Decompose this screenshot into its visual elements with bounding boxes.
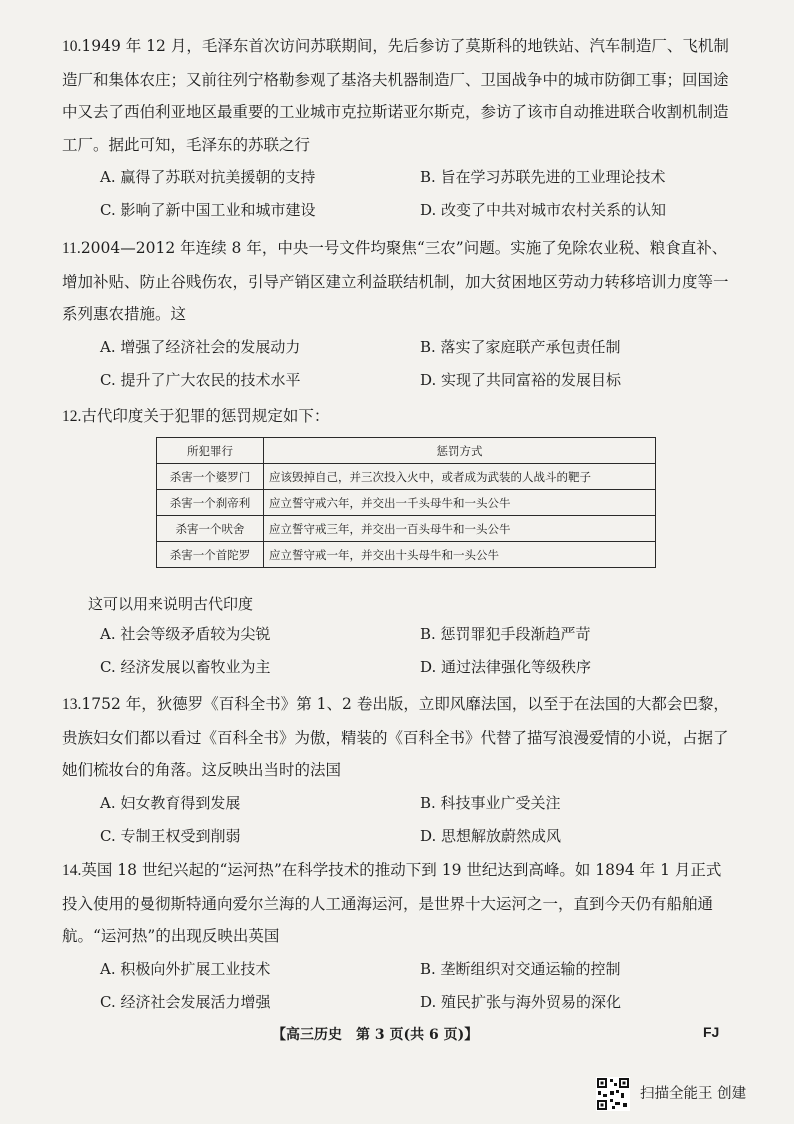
option-b[interactable]: B. 垄断组织对交通运输的控制 xyxy=(420,959,621,978)
table-cell: 杀害一个首陀罗 xyxy=(157,542,264,568)
qr-code-icon xyxy=(596,1077,630,1111)
options xyxy=(62,787,732,853)
question-followup: 这可以用来说明古代印度 xyxy=(88,595,254,613)
question-stem xyxy=(62,232,732,331)
table-row xyxy=(157,490,656,516)
option-c[interactable]: C. 专制王权受到削弱 xyxy=(100,826,241,845)
question-text: 1752 年，狄德罗《百科全书》第 1、2 卷出版，立即风靡法国，以至于在法国的大都会巴黎，贵族妇女们都以看过《百科全书》为傲，精装的《百科全书》代替了描写浪漫爱情的小说，占据了她们梳妆台的角落。这反映出当时的法国 xyxy=(62,695,729,779)
punishment-table xyxy=(156,437,656,568)
option-b[interactable]: B. 惩罚罪犯手段渐趋严苛 xyxy=(420,625,591,643)
table-row xyxy=(157,542,656,568)
question-stem xyxy=(62,30,732,161)
option-a[interactable]: A. 社会等级矛盾较为尖锐 xyxy=(100,625,271,643)
question-stem xyxy=(62,688,732,787)
question-number: 13. xyxy=(62,696,82,713)
option-a[interactable]: A. 妇女教育得到发展 xyxy=(100,793,241,812)
option-c[interactable]: C. 影响了新中国工业和城市建设 xyxy=(100,201,316,219)
question-13 xyxy=(62,688,732,853)
option-d[interactable]: D. 殖民扩张与海外贸易的深化 xyxy=(420,992,622,1011)
table-cell: 应立誓守戒一年，并交出十头母牛和一头公牛 xyxy=(264,542,656,568)
options xyxy=(62,618,732,684)
question-text: 古代印度关于犯罪的惩罚规定如下： xyxy=(81,407,330,425)
option-b[interactable]: B. 科技事业广受关注 xyxy=(420,793,561,812)
options xyxy=(62,161,732,227)
question-text: 2004—2012 年连续 8 年，中央一号文件均聚焦“三农”问题。实施了免除农业税、粮食直补、增加补贴、防止谷贱伤农，引导产销区建立利益联结机制，加大贫困地区劳动力转移培训力度等一系列惠农措施。这 xyxy=(62,239,729,323)
table-header: 所犯罪行 xyxy=(157,438,264,464)
question-stem xyxy=(62,400,732,434)
table-header: 惩罚方式 xyxy=(264,438,656,464)
option-b[interactable]: B. 落实了家庭联产承包责任制 xyxy=(420,337,621,356)
option-c[interactable]: C. 经济发展以畜牧业为主 xyxy=(100,658,271,676)
option-d[interactable]: D. 思想解放蔚然成风 xyxy=(420,826,562,845)
option-a[interactable]: A. 积极向外扩展工业技术 xyxy=(100,959,271,978)
options xyxy=(62,953,732,1019)
table-row xyxy=(157,516,656,542)
question-11 xyxy=(62,232,732,397)
option-d[interactable]: D. 通过法律强化等级秩序 xyxy=(420,658,592,676)
question-12-options xyxy=(62,618,732,684)
table-header-row xyxy=(157,438,656,464)
option-b[interactable]: B. 旨在学习苏联先进的工业理论技术 xyxy=(420,168,666,186)
question-number: 11. xyxy=(62,240,81,257)
question-stem xyxy=(62,854,732,953)
table-cell: 杀害一个吠舍 xyxy=(157,516,264,542)
option-d[interactable]: D. 实现了共同富裕的发展目标 xyxy=(420,370,622,389)
question-14 xyxy=(62,854,732,1019)
question-text: 英国 18 世纪兴起的“运河热”在科学技术的推动下到 19 世纪达到高峰。如 1894 年 1 月正式投入使用的曼彻斯特通向爱尔兰海的人工通海运河，是世界十大运河之一，直到今天仍有船舶通航。“运河热”的出现反映出英国 xyxy=(62,861,722,945)
table-cell: 应立誓守戒三年，并交出一百头母牛和一头公牛 xyxy=(264,516,656,542)
question-10 xyxy=(62,30,732,227)
question-text: 1949 年 12 月，毛泽东首次访问苏联期间，先后参访了莫斯科的地铁站、汽车制造厂、飞机制造厂和集体农庄；又前往列宁格勒参观了基洛夫机器制造厂、卫国战争中的城市防御工事；回国途中又去了西伯利亚地区最重要的工业城市克拉斯诺亚尔斯克，参访了该市自动推进联合收割机制造工厂。据此可知，毛泽东的苏联之行 xyxy=(62,37,729,154)
option-c[interactable]: C. 提升了广大农民的技术水平 xyxy=(100,370,301,389)
scanner-watermark: 扫描全能王 创建 xyxy=(640,1086,747,1102)
table-cell: 杀害一个刹帝利 xyxy=(157,490,264,516)
exam-code: FJ xyxy=(703,1024,720,1040)
question-number: 10. xyxy=(62,38,82,55)
option-a[interactable]: A. 赢得了苏联对抗美援朝的支持 xyxy=(100,168,316,186)
options xyxy=(62,331,732,397)
table-cell: 应立誓守戒六年，并交出一千头母牛和一头公牛 xyxy=(264,490,656,516)
page-footer: 【高三历史 第 3 页(共 6 页)】 xyxy=(272,1027,479,1043)
table-row xyxy=(157,464,656,490)
option-d[interactable]: D. 改变了中共对城市农村关系的认知 xyxy=(420,201,667,219)
option-a[interactable]: A. 增强了经济社会的发展动力 xyxy=(100,337,301,356)
table-cell: 应该毁掉自己，并三次投入火中，或者成为武装的人战斗的靶子 xyxy=(264,464,656,490)
question-number: 14. xyxy=(62,862,82,879)
table-cell: 杀害一个婆罗门 xyxy=(157,464,264,490)
question-number: 12. xyxy=(62,408,82,425)
option-c[interactable]: C. 经济社会发展活力增强 xyxy=(100,992,271,1011)
question-12 xyxy=(62,400,732,434)
